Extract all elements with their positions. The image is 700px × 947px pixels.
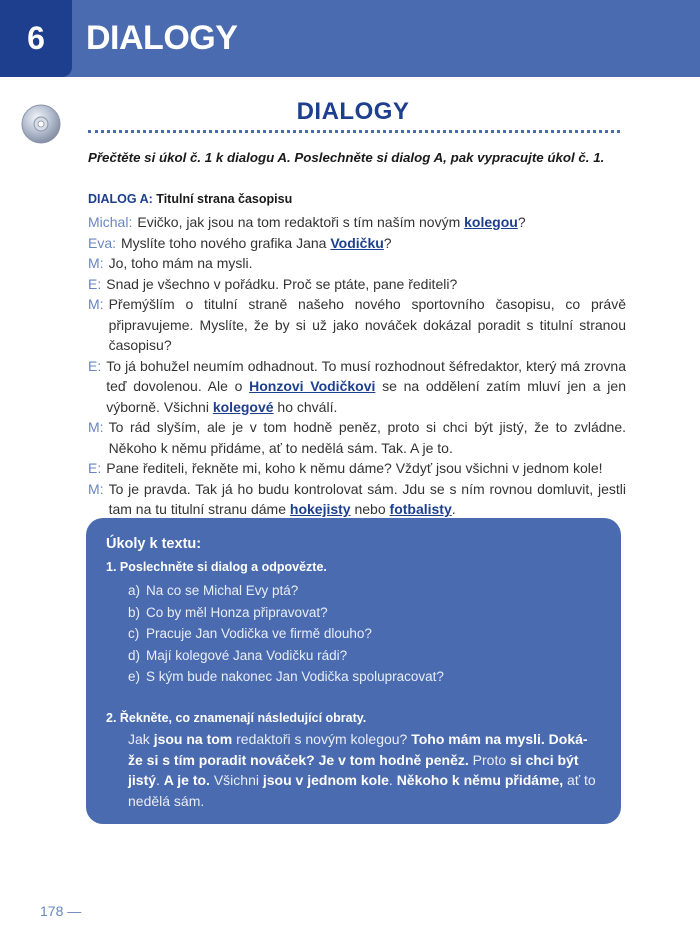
task-2-phrases bbox=[128, 729, 596, 811]
question-text: Pracuje Jan Vodička ve firmě dlouho? bbox=[146, 626, 372, 641]
question-letter: d) bbox=[128, 647, 141, 663]
chapter-title: DIALOGY bbox=[86, 19, 238, 57]
dialog-label: DIALOG A: bbox=[88, 192, 153, 206]
text-fragment: se na oddělení zatím mluví jen a jen výborně. Všichni bbox=[106, 378, 626, 415]
speaker-label: E: bbox=[88, 460, 102, 476]
speaker-label: Eva: bbox=[88, 234, 117, 251]
speaker-label: M: bbox=[88, 255, 104, 271]
vocabulary-highlight: hokejisty bbox=[289, 501, 351, 517]
dialog-line bbox=[88, 274, 626, 295]
tasks-title: Úkoly k textu: bbox=[106, 536, 202, 552]
question-text: S kým bude nakonec Jan Vodička spolupracovat? bbox=[146, 669, 444, 684]
tasks-box bbox=[86, 518, 621, 824]
speaker-label: M: bbox=[88, 296, 104, 312]
text-fragment: Proto bbox=[468, 751, 511, 768]
text-fragment: . bbox=[451, 501, 456, 517]
text-fragment: nebo bbox=[350, 501, 390, 517]
question-letter: c) bbox=[128, 626, 140, 641]
dialog-line bbox=[88, 233, 626, 254]
dialog-line-text bbox=[109, 479, 626, 520]
phrase-highlight: si chci být jistý bbox=[128, 751, 579, 788]
task-1-heading: 1. Poslechněte si dialog a odpovězte. bbox=[106, 560, 327, 574]
question-letter: a) bbox=[128, 583, 141, 598]
dialog-heading bbox=[88, 192, 292, 206]
text-fragment: redaktoři s novým kolegou? bbox=[232, 731, 412, 747]
text-fragment: Pane řediteli, řekněte mi, koho k němu dáme? Vždyť jsou všichni v jednom kole! bbox=[106, 460, 603, 476]
chapter-number-badge bbox=[0, 0, 72, 77]
dialog-line-text bbox=[106, 458, 626, 479]
question-letter: b) bbox=[128, 604, 141, 620]
speaker-label: M: bbox=[88, 480, 104, 497]
dialog-line-text bbox=[137, 212, 626, 233]
question-text: Na co se Michal Evy ptá? bbox=[146, 583, 299, 598]
text-fragment: Evičko, jak jsou na tom redaktoři s tím naším novým bbox=[137, 214, 465, 230]
phrase-highlight: jsou na tom bbox=[153, 731, 233, 747]
text-fragment: To je pravda. Tak já ho budu kontrolovat sám. Jdu se s ním rovnou domluvit, jestli tam na tu titulní stranu dáme bbox=[108, 480, 626, 517]
page-number: 178 — bbox=[40, 903, 82, 919]
dialog-line bbox=[88, 458, 626, 479]
speaker-label: E: bbox=[88, 357, 102, 374]
dialog-line-text bbox=[121, 233, 626, 254]
dialog-line-text bbox=[109, 294, 626, 356]
text-fragment: Jo, toho mám na mysli. bbox=[108, 255, 253, 271]
phrase-highlight: Toho mám na mysli. Dokáže si s tím poradit nováček? Je v tom hodně peněz. bbox=[128, 731, 588, 768]
vocabulary-highlight: Honzovi Vodičkovi bbox=[249, 378, 376, 394]
dialog-line-text bbox=[109, 253, 626, 274]
dialog-line bbox=[88, 294, 626, 356]
task-2-heading: 2. Řekněte, co znamenají následující obraty. bbox=[106, 711, 367, 725]
chapter-number: 6 bbox=[27, 20, 45, 56]
dialog-line-text bbox=[106, 356, 626, 418]
text-fragment: Jak bbox=[128, 731, 154, 747]
vocabulary-highlight: Vodičku bbox=[330, 234, 384, 251]
speaker-label: E: bbox=[88, 275, 102, 292]
section-title: DIALOGY bbox=[296, 98, 410, 125]
text-fragment: Všichni bbox=[209, 772, 263, 788]
dialog-title: Titulní strana časopisu bbox=[156, 192, 293, 206]
text-fragment: To já bohužel neumím odhadnout. To musí rozhodnout šéfredaktor, který má zrovna teď dovolenou. Ale o bbox=[106, 357, 626, 394]
dialog-line bbox=[88, 417, 626, 458]
instruction-text: Přečtěte si úkol č. 1 k dialogu A. Poslechněte si dialog A, pak vypracujte úkol č. 1. bbox=[88, 150, 605, 165]
dialog-line-text bbox=[109, 417, 626, 458]
dialog-line-text bbox=[106, 274, 626, 295]
dotted-divider bbox=[88, 130, 620, 133]
question-item bbox=[128, 602, 444, 624]
speaker-label: Michal: bbox=[88, 214, 133, 230]
task-1-questions bbox=[128, 580, 444, 688]
phrase-highlight: Někoho k němu přidáme, bbox=[396, 772, 564, 788]
chapter-header bbox=[0, 0, 700, 77]
vocabulary-highlight: kolegou bbox=[464, 214, 518, 230]
text-fragment: . bbox=[156, 772, 164, 788]
dialog-line bbox=[88, 479, 626, 520]
vocabulary-highlight: kolegové bbox=[212, 398, 274, 415]
text-fragment: . bbox=[388, 772, 397, 788]
dialog-line bbox=[88, 212, 626, 233]
vocabulary-highlight: fotbalisty bbox=[389, 501, 452, 517]
text-fragment: To rád slyším, ale je v tom hodně peněz, proto si chci být jistý, že to zvládne. Někoho k němu přidáme, ať to nedělá sám. Tak. A je to. bbox=[108, 419, 626, 456]
question-text: Mají kolegové Jana Vodičku rádi? bbox=[146, 647, 348, 663]
question-item bbox=[128, 580, 444, 602]
text-fragment: Myslíte toho nového grafika Jana bbox=[121, 234, 331, 251]
audio-cd-icon[interactable] bbox=[20, 103, 62, 150]
question-item bbox=[128, 645, 444, 667]
question-text: Co by měl Honza připravovat? bbox=[146, 604, 328, 620]
question-item bbox=[128, 666, 444, 688]
dialog-line bbox=[88, 356, 626, 418]
speaker-label: M: bbox=[88, 419, 104, 435]
dialog-text bbox=[88, 212, 626, 520]
text-fragment: ? bbox=[383, 234, 392, 251]
text-fragment: Přemýšlím o titulní straně našeho nového sportovního časopisu, co právě připravujeme. Myslíte, že by si už jako nováček dokázal poradit s titulní stranou časopisu? bbox=[108, 296, 626, 353]
phrase-highlight: jsou v jednom kole bbox=[262, 772, 389, 788]
question-letter: e) bbox=[128, 669, 141, 684]
dialog-line bbox=[88, 253, 626, 274]
text-fragment: ať to nedělá sám. bbox=[128, 772, 596, 809]
text-fragment: ? bbox=[517, 214, 526, 230]
text-fragment: Snad je všechno v pořádku. Proč se ptáte, pane řediteli? bbox=[106, 275, 458, 292]
phrase-highlight: A je to. bbox=[163, 772, 210, 788]
text-fragment: ho chválí. bbox=[273, 398, 338, 415]
question-item bbox=[128, 623, 444, 645]
